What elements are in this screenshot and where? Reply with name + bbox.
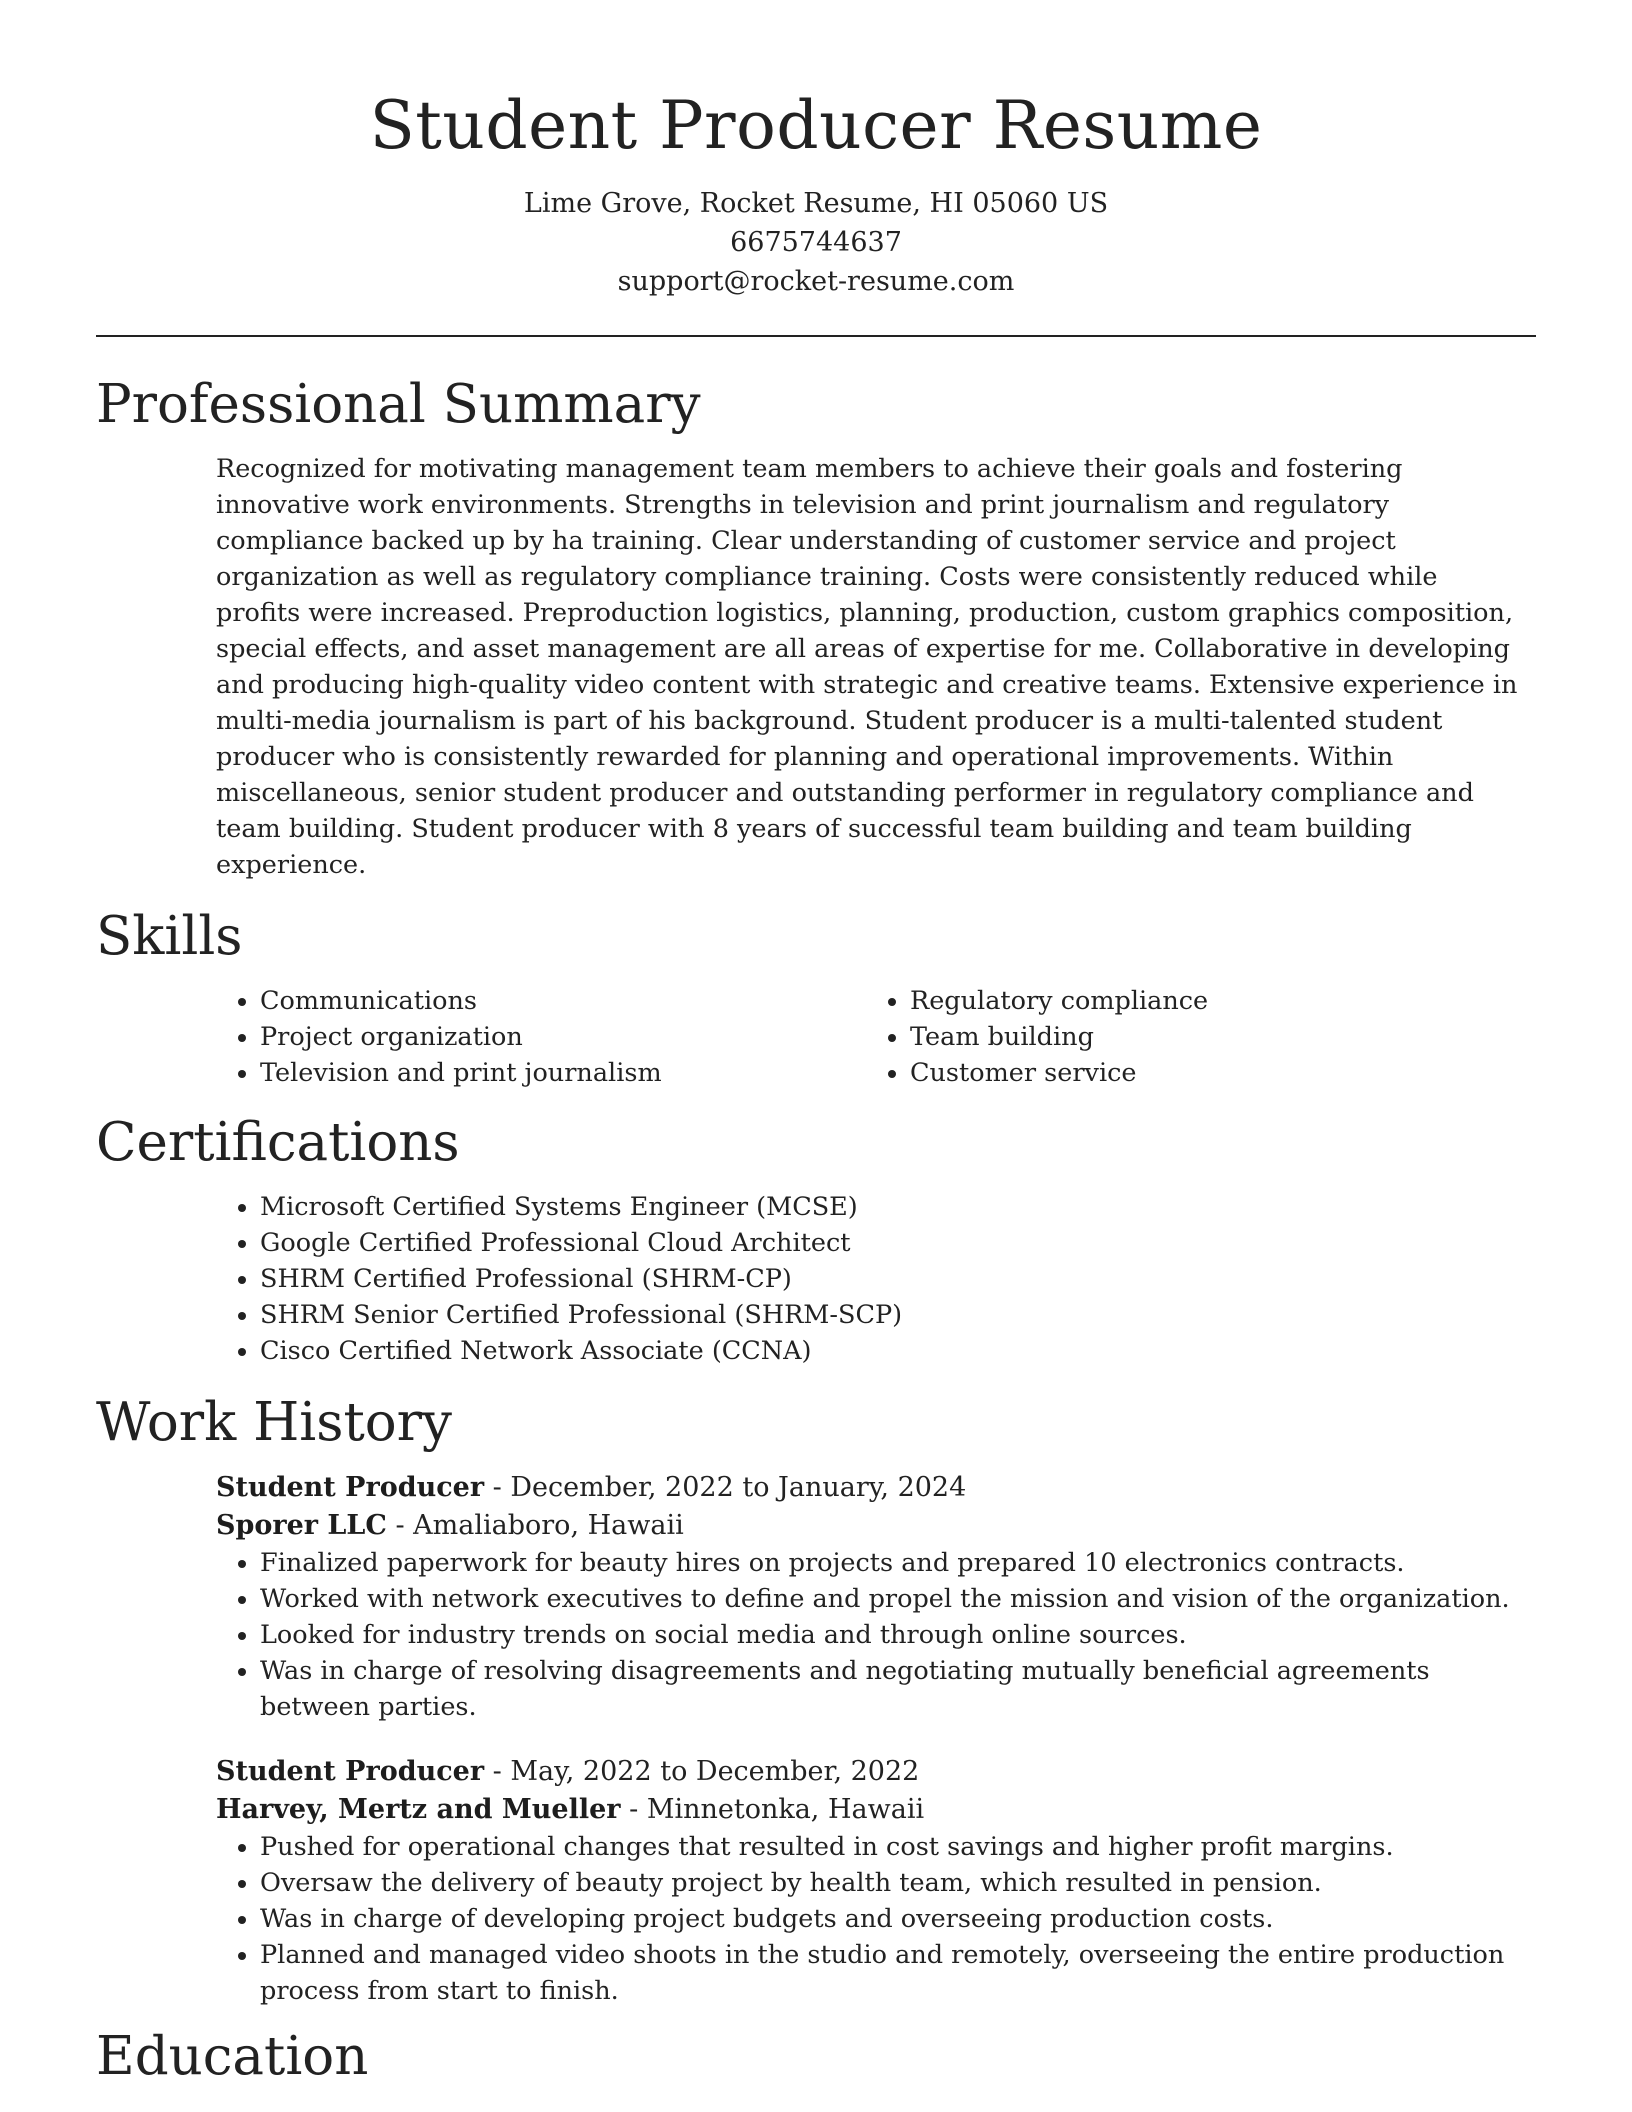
contact-email: support@rocket-resume.com: [617, 266, 1015, 297]
section-title-certifications: Certifications: [96, 1112, 460, 1173]
job-separator: -: [484, 1472, 511, 1503]
section-title-summary: Professional Summary: [96, 374, 701, 435]
skills-grid: [216, 983, 1536, 1091]
job-bullets: [216, 1545, 1536, 1725]
section-title-skills: Skills: [96, 906, 243, 967]
resume-page: [96, 0, 1536, 2089]
job-dates: May, 2022 to December, 2022: [510, 1756, 920, 1787]
job-bullet: • Was in charge of resolving disagreements and negotiating mutually beneficial agreements between parties.: [260, 1653, 1536, 1725]
job-separator: -: [386, 1510, 414, 1541]
contact-address: Lime Grove, Rocket Resume, HI 05060 US: [523, 188, 1109, 219]
job-bullet: • Oversaw the delivery of beauty project by health team, which resulted in pension.: [260, 1865, 1536, 1901]
job-bullet: • Pushed for operational changes that resulted in cost savings and higher profit margins.: [260, 1829, 1536, 1865]
certifications-block: [216, 1189, 1536, 1369]
section-title-education: Education: [96, 2026, 369, 2087]
job-location: Amaliaboro, Hawaii: [413, 1510, 684, 1541]
job-company: Harvey, Mertz and Mueller: [216, 1794, 621, 1825]
skill-item: • Project organization: [260, 1019, 866, 1055]
job-location: Minnetonka, Hawaii: [646, 1794, 925, 1825]
header-divider: [96, 335, 1536, 337]
job-bullet: • Planned and managed video shoots in the studio and remotely, overseeing the entire production process from start to finish.: [260, 1937, 1536, 2009]
job-company-line: [216, 1507, 1536, 1545]
job-bullet: • Looked for industry trends on social media and through online sources.: [260, 1617, 1536, 1653]
certification-item: • Cisco Certified Network Associate (CCNA): [260, 1333, 1536, 1369]
skills-list-left: [216, 983, 866, 1091]
summary-text: Recognized for motivating management team members to achieve their goals and fostering innovative work environments. Strengths in television and print journalism and regulatory compliance backed up by ha training. Clear understanding of customer service and project organization as well as regulatory compliance training. Costs were consistently reduced while profits were increased. Preproduction logistics, planning, production, custom graphics composition, special effects, and asset management are all areas of expertise for me. Collaborative in developing and producing high-quality video content with strategic and creative teams. Extensive experience in multi-media journalism is part of his background. Student producer is a multi-talented student producer who is consistently rewarded for planning and operational improvements. Within miscellaneous, senior student producer and outstanding performer in regulatory compliance and team building. Student producer with 8 years of successful team building and team building experience.: [216, 454, 1518, 880]
skill-item: • Regulatory compliance: [910, 983, 1516, 1019]
skills-list-right: [866, 983, 1516, 1091]
skill-item: • Television and print journalism: [260, 1055, 866, 1091]
skills-column-right: [866, 983, 1516, 1091]
skill-item: • Communications: [260, 983, 866, 1019]
skill-item: • Customer service: [910, 1055, 1516, 1091]
job-bullets: [216, 1829, 1536, 2009]
job-role: Student Producer: [216, 1472, 485, 1503]
skills-column-left: [216, 983, 866, 1091]
certifications-list: [216, 1189, 1536, 1369]
contact-phone: 6675744637: [730, 227, 902, 258]
job-entry: [216, 1469, 1536, 1725]
certification-item: • SHRM Senior Certified Professional (SHRM-SCP): [260, 1297, 1536, 1333]
job-bullet: • Was in charge of developing project budgets and overseeing production costs.: [260, 1901, 1536, 1937]
job-entry: [216, 1753, 1536, 2009]
job-company-line: [216, 1791, 1536, 1829]
certification-item: • SHRM Certified Professional (SHRM-CP): [260, 1261, 1536, 1297]
resume-header: [96, 0, 1536, 301]
section-title-work-history: Work History: [96, 1392, 452, 1453]
job-bullet: • Finalized paperwork for beauty hires on projects and prepared 10 electronics contracts.: [260, 1545, 1536, 1581]
job-role: Student Producer: [216, 1756, 485, 1787]
certification-item: • Microsoft Certified Systems Engineer (MCSE): [260, 1189, 1536, 1225]
job-separator: -: [620, 1794, 647, 1825]
job-company: Sporer LLC: [216, 1510, 387, 1541]
job-separator: -: [484, 1756, 511, 1787]
job-bullet: • Worked with network executives to define and propel the mission and vision of the organization.: [260, 1581, 1536, 1617]
certification-item: • Google Certified Professional Cloud Architect: [260, 1225, 1536, 1261]
resume-title: Student Producer Resume: [369, 87, 1263, 164]
job-dates: December, 2022 to January, 2024: [510, 1472, 967, 1503]
contact-block: [96, 184, 1536, 301]
job-role-line: [216, 1469, 1536, 1507]
skill-item: • Team building: [910, 1019, 1516, 1055]
job-role-line: [216, 1753, 1536, 1791]
